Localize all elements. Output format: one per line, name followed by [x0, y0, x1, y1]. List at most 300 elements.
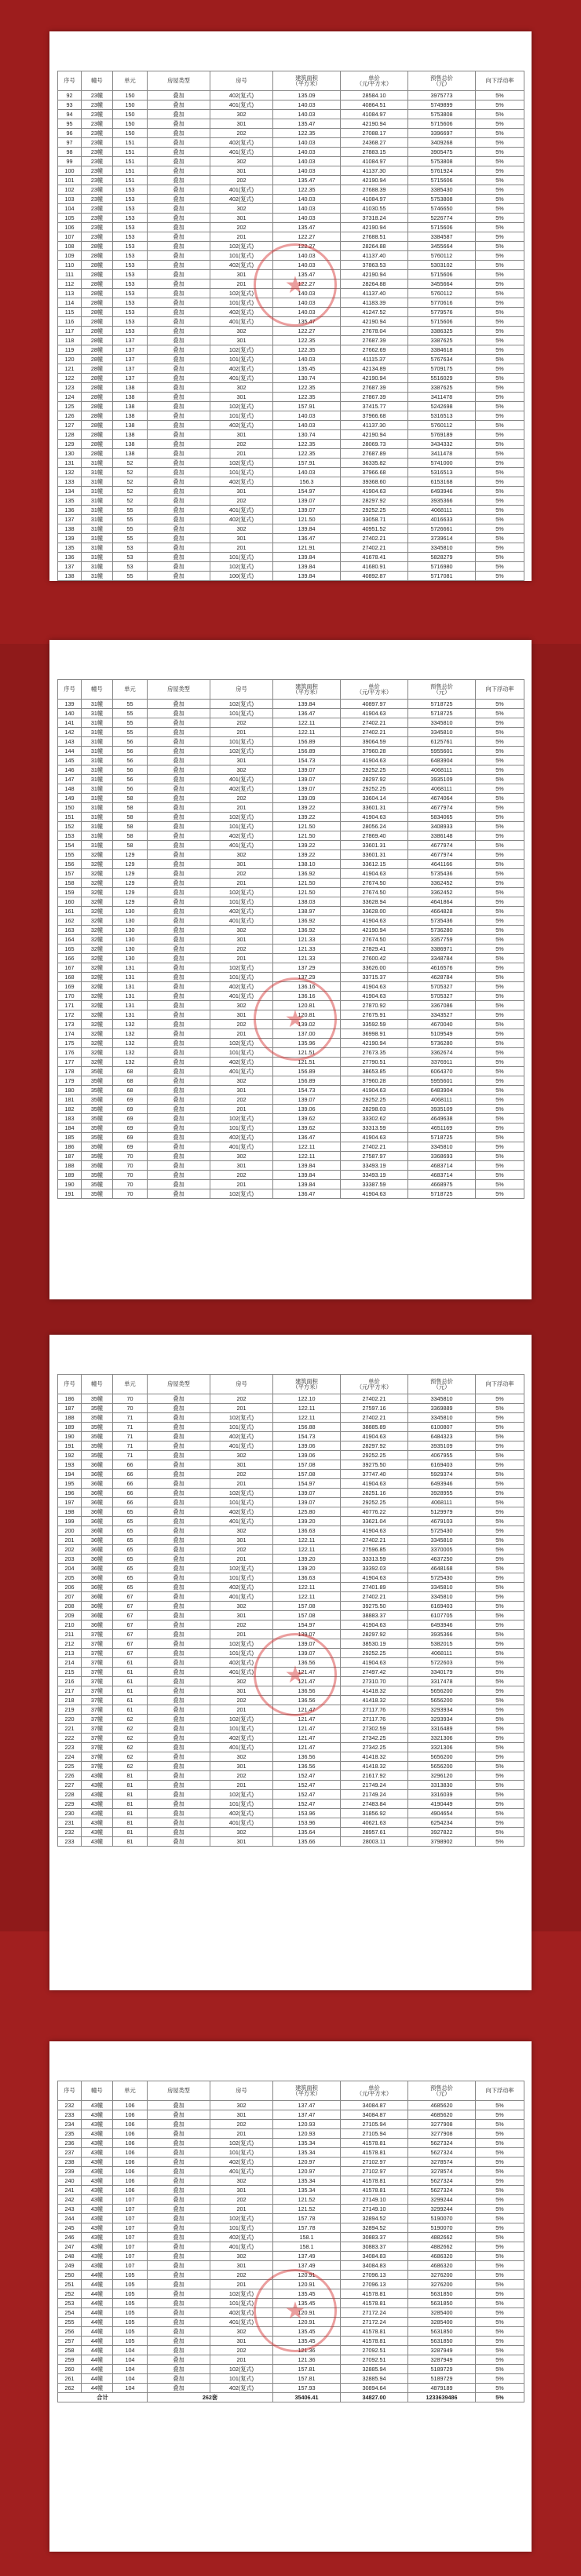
- cell-type: 叠加: [148, 2205, 210, 2214]
- cell-unit: 153: [113, 317, 148, 327]
- cell-unit: 137: [113, 364, 148, 374]
- cell-seq: 193: [58, 1460, 82, 1470]
- table-row: [58, 1451, 524, 1460]
- cell-room: 402(复式): [210, 2384, 273, 2393]
- cell-area: 130.74: [273, 430, 341, 440]
- cell-rate: 5%: [476, 1413, 524, 1423]
- cell-rate: 5%: [476, 383, 524, 393]
- cell-seq: 233: [58, 2110, 82, 2120]
- cell-room: 302: [210, 1526, 273, 1536]
- cell-total-price: 3348784: [408, 954, 476, 963]
- header-type: 房屋类型: [148, 71, 210, 91]
- cell-price: 37966.68: [341, 411, 408, 421]
- cell-rate: 5%: [476, 2129, 524, 2139]
- header-rate: 向下浮动率: [476, 1375, 524, 1394]
- cell-room: 201: [210, 1479, 273, 1489]
- table-row: [58, 327, 524, 336]
- cell-type: 叠加: [148, 2148, 210, 2158]
- cell-area: 139.22: [273, 850, 341, 860]
- cell-type: 叠加: [148, 1171, 210, 1180]
- cell-building: 31幢: [82, 553, 113, 562]
- cell-unit: 71: [113, 1432, 148, 1441]
- cell-seq: 112: [58, 280, 82, 289]
- cell-room: 402(复式): [210, 784, 273, 794]
- cell-unit: 69: [113, 1142, 148, 1152]
- cell-type: 叠加: [148, 270, 210, 280]
- cell-total-price: 5189729: [408, 2365, 476, 2374]
- cell-total-price: 4679103: [408, 1517, 476, 1526]
- table-row: [58, 747, 524, 756]
- cell-type: 叠加: [148, 185, 210, 195]
- cell-price: 27402.21: [341, 1592, 408, 1602]
- cell-seq: 201: [58, 1536, 82, 1545]
- cell-type: 叠加: [148, 280, 210, 289]
- cell-price: 27402.21: [341, 543, 408, 553]
- cell-seq: 236: [58, 2139, 82, 2148]
- cell-rate: 5%: [476, 308, 524, 317]
- table-row: [58, 91, 524, 100]
- table-row: [58, 2148, 524, 2158]
- cell-unit: 130: [113, 916, 148, 926]
- cell-rate: 5%: [476, 747, 524, 756]
- cell-seq: 238: [58, 2158, 82, 2167]
- cell-type: 叠加: [148, 1067, 210, 1076]
- cell-rate: 5%: [476, 119, 524, 129]
- cell-rate: 5%: [476, 728, 524, 737]
- cell-room: 302: [210, 327, 273, 336]
- cell-total-price: 3345810: [408, 728, 476, 737]
- cell-type: 叠加: [148, 1790, 210, 1800]
- cell-room: 401(复式): [210, 2242, 273, 2252]
- cell-total-price: 4616576: [408, 963, 476, 973]
- cell-total-price: 3975773: [408, 91, 476, 100]
- cell-building: 43幢: [82, 2242, 113, 2252]
- cell-type: 叠加: [148, 119, 210, 129]
- cell-area: 137.49: [273, 2261, 341, 2271]
- cell-area: 135.45: [273, 2299, 341, 2308]
- cell-room: 402(复式): [210, 261, 273, 270]
- cell-seq: 150: [58, 803, 82, 813]
- cell-unit: 105: [113, 2299, 148, 2308]
- cell-type: 叠加: [148, 2176, 210, 2186]
- cell-seq: 247: [58, 2242, 82, 2252]
- cell-area: 122.35: [273, 129, 341, 138]
- cell-seq: 105: [58, 214, 82, 223]
- cell-area: 138.03: [273, 897, 341, 907]
- cell-seq: 102: [58, 185, 82, 195]
- cell-area: 122.35: [273, 185, 341, 195]
- cell-rate: 5%: [476, 1076, 524, 1086]
- cell-unit: 71: [113, 1413, 148, 1423]
- cell-price: 42190.94: [341, 374, 408, 383]
- cell-room: 101(复式): [210, 2148, 273, 2158]
- cell-type: 叠加: [148, 383, 210, 393]
- cell-rate: 5%: [476, 2148, 524, 2158]
- cell-rate: 5%: [476, 1649, 524, 1658]
- cell-seq: 156: [58, 860, 82, 869]
- cell-type: 叠加: [148, 91, 210, 100]
- cell-building: 32幢: [82, 945, 113, 954]
- cell-type: 叠加: [148, 1086, 210, 1095]
- cell-area: 121.33: [273, 935, 341, 945]
- cell-seq: 119: [58, 345, 82, 355]
- cell-price: 40621.63: [341, 1818, 408, 1828]
- cell-type: 叠加: [148, 2167, 210, 2176]
- cell-unit: 61: [113, 1696, 148, 1705]
- cell-price: 42190.94: [341, 270, 408, 280]
- cell-total-price: 6169403: [408, 1602, 476, 1611]
- cell-building: 31幢: [82, 506, 113, 515]
- cell-price: 41678.41: [341, 553, 408, 562]
- cell-price: 27402.21: [341, 534, 408, 543]
- cell-type: 叠加: [148, 1048, 210, 1058]
- cell-area: 154.97: [273, 1479, 341, 1489]
- cell-rate: 5%: [476, 794, 524, 803]
- table-row: [58, 1818, 524, 1828]
- table-row: [58, 1809, 524, 1818]
- cell-area: 121.50: [273, 879, 341, 888]
- cell-total-price: 5735436: [408, 869, 476, 879]
- cell-building: 32幢: [82, 907, 113, 916]
- cell-seq: 220: [58, 1715, 82, 1724]
- cell-total-price: 5382015: [408, 1639, 476, 1649]
- cell-seq: 228: [58, 1790, 82, 1800]
- cell-unit: 81: [113, 1800, 148, 1809]
- cell-building: 28幢: [82, 289, 113, 298]
- cell-unit: 131: [113, 1001, 148, 1010]
- table-row: [58, 728, 524, 737]
- cell-seq: 198: [58, 1507, 82, 1517]
- cell-area: 139.84: [273, 700, 341, 709]
- cell-room: 201: [210, 2280, 273, 2289]
- cell-rate: 5%: [476, 1611, 524, 1621]
- cell-total-price: 3387625: [408, 383, 476, 393]
- cell-building: 23幢: [82, 110, 113, 119]
- cell-total-price: 3927822: [408, 1828, 476, 1837]
- cell-price: 41904.63: [341, 1621, 408, 1630]
- cell-rate: 5%: [476, 1715, 524, 1724]
- cell-area: 122.11: [273, 1583, 341, 1592]
- cell-price: 41904.63: [341, 487, 408, 496]
- cell-seq: 139: [58, 700, 82, 709]
- cell-type: 叠加: [148, 2374, 210, 2384]
- cell-seq: 129: [58, 440, 82, 449]
- cell-building: 43幢: [82, 2205, 113, 2214]
- cell-type: 叠加: [148, 345, 210, 355]
- cell-unit: 58: [113, 813, 148, 822]
- cell-area: 121.47: [273, 1724, 341, 1734]
- cell-rate: 5%: [476, 992, 524, 1001]
- cell-rate: 5%: [476, 2120, 524, 2129]
- cell-room: 301: [210, 430, 273, 440]
- cell-type: 叠加: [148, 1441, 210, 1451]
- table-row: [58, 1124, 524, 1133]
- cell-area: 121.52: [273, 2195, 341, 2205]
- cell-area: 139.20: [273, 1555, 341, 1564]
- cell-total-price: 3345810: [408, 1142, 476, 1152]
- cell-rate: 5%: [476, 803, 524, 813]
- cell-seq: 122: [58, 374, 82, 383]
- cell-price: 41578.81: [341, 2327, 408, 2337]
- cell-price: 27092.51: [341, 2355, 408, 2365]
- cell-total-price: 4686320: [408, 2252, 476, 2261]
- cell-area: 136.16: [273, 982, 341, 992]
- table-row: [58, 2205, 524, 2214]
- cell-total-price: 4664828: [408, 907, 476, 916]
- cell-rate: 5%: [476, 2176, 524, 2186]
- cell-price: 29252.25: [341, 1498, 408, 1507]
- cell-seq: 180: [58, 1086, 82, 1095]
- cell-total-price: 3935109: [408, 775, 476, 784]
- cell-seq: 135: [58, 496, 82, 506]
- cell-rate: 5%: [476, 1526, 524, 1536]
- header-type: 房屋类型: [148, 2081, 210, 2101]
- cell-price: 33601.31: [341, 841, 408, 850]
- cell-rate: 5%: [476, 1010, 524, 1020]
- cell-area: 139.07: [273, 1489, 341, 1498]
- cell-area: 139.07: [273, 784, 341, 794]
- cell-building: 43幢: [82, 2223, 113, 2233]
- cell-unit: 56: [113, 756, 148, 765]
- cell-price: 42190.94: [341, 119, 408, 129]
- cell-total-price: 3345810: [408, 1536, 476, 1545]
- cell-area: 140.03: [273, 204, 341, 214]
- cell-type: 叠加: [148, 860, 210, 869]
- cell-building: 37幢: [82, 1724, 113, 1734]
- cell-rate: 5%: [476, 718, 524, 728]
- price-list-page-3: [49, 1335, 532, 1990]
- cell-type: 叠加: [148, 1507, 210, 1517]
- cell-rate: 5%: [476, 1592, 524, 1602]
- cell-unit: 65: [113, 1536, 148, 1545]
- cell-unit: 55: [113, 515, 148, 524]
- cell-building: 32幢: [82, 850, 113, 860]
- cell-type: 叠加: [148, 2195, 210, 2205]
- cell-seq: 133: [58, 477, 82, 487]
- cell-type: 叠加: [148, 1432, 210, 1441]
- total-sum-price: 1233639486: [408, 2393, 476, 2402]
- cell-type: 叠加: [148, 2233, 210, 2242]
- cell-price: 33302.62: [341, 1114, 408, 1124]
- cell-area: 122.11: [273, 1152, 341, 1161]
- cell-seq: 190: [58, 1432, 82, 1441]
- cell-rate: 5%: [476, 2299, 524, 2308]
- cell-building: 28幢: [82, 411, 113, 421]
- cell-type: 叠加: [148, 2261, 210, 2271]
- cell-area: 154.97: [273, 1621, 341, 1630]
- cell-building: 28幢: [82, 449, 113, 459]
- cell-type: 叠加: [148, 954, 210, 963]
- cell-type: 叠加: [148, 110, 210, 119]
- table-row: [58, 1536, 524, 1545]
- cell-unit: 67: [113, 1611, 148, 1621]
- cell-seq: 146: [58, 765, 82, 775]
- cell-room: 101(复式): [210, 709, 273, 718]
- cell-area: 121.47: [273, 1734, 341, 1743]
- cell-seq: 135: [58, 543, 82, 553]
- cell-rate: 5%: [476, 775, 524, 784]
- cell-seq: 235: [58, 2129, 82, 2139]
- cell-building: 37幢: [82, 1668, 113, 1677]
- cell-type: 叠加: [148, 1555, 210, 1564]
- cell-room: 101(复式): [210, 822, 273, 831]
- cell-total-price: 5725430: [408, 1573, 476, 1583]
- cell-room: 301: [210, 166, 273, 176]
- cell-area: 140.03: [273, 308, 341, 317]
- cell-price: 29252.25: [341, 784, 408, 794]
- cell-total-price: 5242698: [408, 402, 476, 411]
- header-price: 单价 （元/平方米）: [341, 2081, 408, 2101]
- cell-type: 叠加: [148, 440, 210, 449]
- cell-unit: 65: [113, 1564, 148, 1573]
- cell-building: 23幢: [82, 214, 113, 223]
- header-rate: 向下浮动率: [476, 71, 524, 91]
- cell-type: 叠加: [148, 543, 210, 553]
- cell-room: 102(复式): [210, 459, 273, 468]
- cell-total-price: 5779576: [408, 308, 476, 317]
- cell-building: 37幢: [82, 1696, 113, 1705]
- cell-price: 27687.39: [341, 336, 408, 345]
- cell-rate: 5%: [476, 1114, 524, 1124]
- cell-seq: 260: [58, 2365, 82, 2374]
- cell-price: 27102.97: [341, 2167, 408, 2176]
- cell-seq: 258: [58, 2346, 82, 2355]
- cell-type: 叠加: [148, 298, 210, 308]
- cell-building: 32幢: [82, 916, 113, 926]
- cell-seq: 92: [58, 91, 82, 100]
- cell-room: 401(复式): [210, 841, 273, 850]
- table-row: [58, 1171, 524, 1180]
- cell-room: 201: [210, 1630, 273, 1639]
- cell-area: 135.47: [273, 270, 341, 280]
- table-row: [58, 2355, 524, 2365]
- cell-area: 120.91: [273, 2271, 341, 2280]
- cell-seq: 215: [58, 1668, 82, 1677]
- cell-unit: 107: [113, 2261, 148, 2271]
- cell-unit: 67: [113, 1630, 148, 1639]
- cell-unit: 153: [113, 270, 148, 280]
- cell-price: 28584.10: [341, 91, 408, 100]
- cell-rate: 5%: [476, 1029, 524, 1039]
- cell-building: 23幢: [82, 223, 113, 232]
- header-building: 幢号: [82, 2081, 113, 2101]
- total-avg-price: 34827.00: [341, 2393, 408, 2402]
- cell-rate: 5%: [476, 2167, 524, 2176]
- cell-seq: 188: [58, 1161, 82, 1171]
- cell-rate: 5%: [476, 459, 524, 468]
- cell-rate: 5%: [476, 506, 524, 515]
- cell-type: 叠加: [148, 1076, 210, 1086]
- cell-price: 27674.50: [341, 935, 408, 945]
- price-list-page-4: [49, 2041, 532, 2552]
- cell-unit: 81: [113, 1837, 148, 1847]
- cell-price: 29252.25: [341, 1451, 408, 1460]
- cell-building: 23幢: [82, 176, 113, 185]
- cell-room: 401(复式): [210, 1743, 273, 1752]
- cell-type: 叠加: [148, 515, 210, 524]
- cell-room: 102(复式): [210, 345, 273, 355]
- cell-total-price: 6493946: [408, 1621, 476, 1630]
- cell-price: 28297.92: [341, 775, 408, 784]
- cell-area: 139.07: [273, 496, 341, 506]
- table-row: [58, 515, 524, 524]
- cell-total-price: 4628784: [408, 973, 476, 982]
- header-seq: 序号: [58, 1375, 82, 1394]
- table-row: [58, 430, 524, 440]
- table-row: [58, 1076, 524, 1086]
- cell-room: 402(复式): [210, 1507, 273, 1517]
- cell-price: 33715.37: [341, 973, 408, 982]
- header-unit: 单元: [113, 71, 148, 91]
- cell-total-price: 4067955: [408, 1451, 476, 1460]
- cell-area: 121.50: [273, 888, 341, 897]
- cell-unit: 56: [113, 775, 148, 784]
- cell-building: 23幢: [82, 129, 113, 138]
- cell-type: 叠加: [148, 1114, 210, 1124]
- cell-unit: 151: [113, 157, 148, 166]
- cell-total-price: 5769189: [408, 430, 476, 440]
- table-row: [58, 1602, 524, 1611]
- cell-rate: 5%: [476, 1800, 524, 1809]
- cell-seq: 171: [58, 1001, 82, 1010]
- cell-seq: 155: [58, 850, 82, 860]
- cell-type: 叠加: [148, 2355, 210, 2365]
- cell-total-price: 5316513: [408, 411, 476, 421]
- cell-building: 37幢: [82, 1658, 113, 1668]
- cell-type: 叠加: [148, 487, 210, 496]
- cell-building: 44幢: [82, 2365, 113, 2374]
- cell-seq: 233: [58, 1837, 82, 1847]
- cell-type: 叠加: [148, 1180, 210, 1189]
- cell-type: 叠加: [148, 2139, 210, 2148]
- cell-area: 139.02: [273, 1020, 341, 1029]
- cell-type: 叠加: [148, 430, 210, 440]
- cell-seq: 189: [58, 1423, 82, 1432]
- cell-seq: 111: [58, 270, 82, 280]
- cell-room: 102(复式): [210, 963, 273, 973]
- cell-room: 102(复式): [210, 402, 273, 411]
- cell-price: 33493.19: [341, 1161, 408, 1171]
- cell-building: 28幢: [82, 345, 113, 355]
- cell-seq: 149: [58, 794, 82, 803]
- cell-rate: 5%: [476, 841, 524, 850]
- cell-building: 31幢: [82, 534, 113, 543]
- cell-unit: 150: [113, 119, 148, 129]
- table-row: [58, 393, 524, 402]
- cell-unit: 81: [113, 1781, 148, 1790]
- cell-building: 31幢: [82, 562, 113, 572]
- cell-seq: 179: [58, 1076, 82, 1086]
- cell-building: 31幢: [82, 572, 113, 581]
- cell-rate: 5%: [476, 553, 524, 562]
- cell-price: 29252.25: [341, 1095, 408, 1105]
- cell-rate: 5%: [476, 270, 524, 280]
- cell-total-price: 3340179: [408, 1668, 476, 1677]
- cell-seq: 185: [58, 1133, 82, 1142]
- cell-price: 27497.42: [341, 1668, 408, 1677]
- cell-room: 302: [210, 1451, 273, 1460]
- cell-price: 27096.13: [341, 2271, 408, 2280]
- cell-type: 叠加: [148, 1724, 210, 1734]
- cell-building: 37幢: [82, 1649, 113, 1658]
- cell-rate: 5%: [476, 572, 524, 581]
- table-row: [58, 562, 524, 572]
- cell-total-price: 4068111: [408, 784, 476, 794]
- cell-type: 叠加: [148, 496, 210, 506]
- cell-total-price: 5717081: [408, 572, 476, 581]
- cell-building: 31幢: [82, 784, 113, 794]
- cell-room: 402(复式): [210, 1432, 273, 1441]
